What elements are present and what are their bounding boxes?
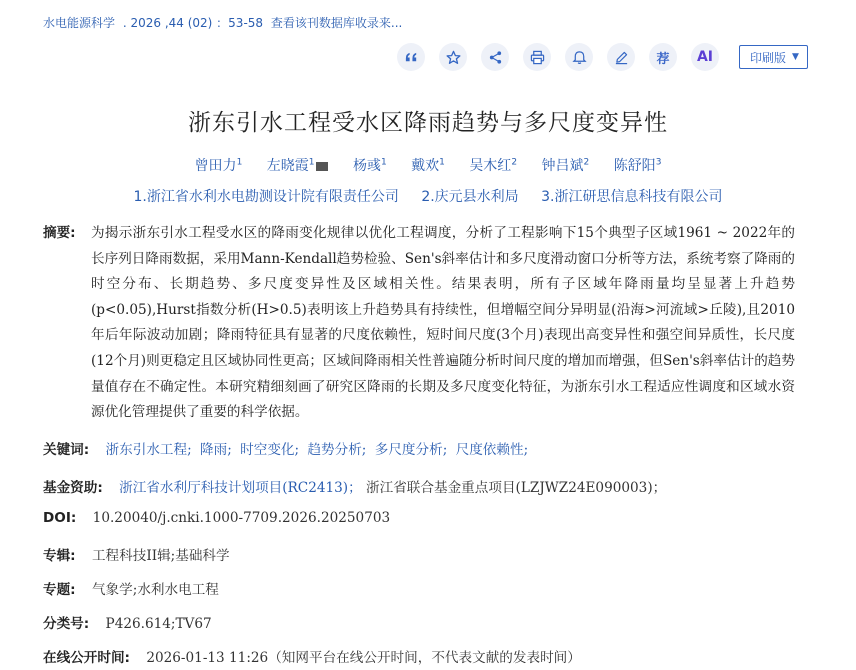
author-link[interactable]: 曾田力$^1$	[194, 157, 243, 174]
keyword-link[interactable]: 多尺度分析;	[374, 442, 448, 458]
bell-icon[interactable]	[565, 43, 593, 71]
doi-label: DOI:	[43, 510, 77, 526]
print-version-dropdown[interactable]	[739, 45, 808, 69]
share-icon[interactable]	[481, 43, 509, 71]
mail-icon[interactable]	[316, 162, 328, 171]
author-link[interactable]: 陈舒阳$^3$	[613, 157, 662, 174]
topic-row	[43, 578, 219, 598]
keyword-link[interactable]: 趋势分析;	[307, 442, 367, 458]
online-time-row	[43, 646, 581, 666]
author-link[interactable]: 杨彧$^1$	[352, 157, 387, 174]
funding-label: 基金资助:	[43, 480, 103, 496]
topic-value: 气象学;水利水电工程	[91, 582, 219, 598]
affiliation-link[interactable]: 1.浙江省水利水电勘测设计院有限责任公司	[133, 189, 399, 205]
doi-value: 10.20040/j.cnki.1000-7709.2026.20250703	[92, 510, 391, 526]
recommend-button[interactable]: 荐	[649, 43, 677, 71]
abstract-section	[43, 221, 795, 426]
ai-button[interactable]: AI	[691, 43, 719, 71]
affiliation-link[interactable]: 2.庆元县水利局	[421, 189, 519, 205]
journal-link[interactable]: 水电能源科学	[43, 16, 116, 30]
print-version-label: 印刷版	[750, 50, 787, 65]
keyword-link[interactable]: 浙东引水工程;	[105, 442, 192, 458]
affiliation-link[interactable]: 3.浙江研思信息科技有限公司	[541, 189, 723, 205]
author-list	[0, 155, 856, 175]
series-value: 工程科技II辑;基础科学	[91, 548, 230, 564]
series-label: 专辑:	[43, 548, 76, 564]
classification-label: 分类号:	[43, 616, 90, 632]
author-link[interactable]: 吴木红$^2$	[469, 157, 518, 174]
keyword-link[interactable]: 降雨;	[200, 442, 232, 458]
funding-row	[43, 476, 666, 496]
printer-icon[interactable]	[523, 43, 551, 71]
funding-item: 浙江省联合基金重点项目(LZJWZ24E090003)；	[366, 480, 667, 496]
keywords-label: 关键词:	[43, 442, 90, 458]
online-time-value: 2026-01-13 11:26（知网平台在线公开时间，不代表文献的发表时间）	[146, 650, 581, 666]
topic-label: 专题:	[43, 582, 76, 598]
author-link[interactable]: 钟吕斌$^2$	[541, 157, 590, 174]
keywords-row	[43, 438, 532, 458]
source-line	[43, 14, 406, 31]
pencil-icon[interactable]	[607, 43, 635, 71]
series-row	[43, 544, 230, 564]
star-icon[interactable]	[439, 43, 467, 71]
classification-value: P426.614;TV67	[105, 616, 212, 632]
keyword-link[interactable]: 尺度依赖性;	[455, 442, 529, 458]
caret-down-icon: ▼	[792, 52, 799, 62]
affiliation-list	[0, 186, 856, 206]
doi-row	[43, 510, 390, 526]
author-link[interactable]: 戴欢$^1$	[411, 157, 445, 174]
article-title: 浙东引水工程受水区降雨趋势与多尺度变异性	[188, 110, 668, 136]
toolbar	[397, 43, 808, 71]
classification-row	[43, 612, 212, 632]
quote-icon[interactable]	[397, 43, 425, 71]
funding-link[interactable]: 浙江省水利厅科技计划项目(RC2413)；	[119, 480, 362, 496]
abstract-label: 摘要:	[43, 225, 76, 241]
issue-info: . 2026 ,44 (02) ：53-58	[122, 16, 264, 30]
author-link[interactable]: 左晓霞$^1$	[267, 158, 329, 174]
database-link[interactable]: 查看该刊数据库收录来...	[270, 16, 403, 30]
online-time-label: 在线公开时间:	[43, 650, 130, 666]
keyword-link[interactable]: 时空变化;	[240, 442, 300, 458]
abstract-text: 为揭示浙东引水工程受水区的降雨变化规律以优化工程调度，分析了工程影响下15个典型子区域1961 ~ 2022年的长序列日降雨数据，采用Mann-Kendall趋势检验、Sen's斜率估计和多尺度滑动窗口分析等方法，系统考察了降雨的时空分布、长期趋势、多尺度变异性及区域相关性。结果表明，所有子区域年降雨量均呈显著上升趋势(p<0.05),Hurst指数分析(H>0.5)表明该上升趋势具有持续性，但增幅空间分异明显(沿海>河流域>丘陵),且2010年后年际波动加剧；降雨特征具有显著的尺度依赖性，短时间尺度(3个月)表现出高变异性和强空间异质性，长尺度(12个月)则更稳定且区域协同性更高；区域间降雨相关性普遍随分析时间尺度的增加而增强，但Sen's斜率估计的趋势量值存在不确定性。本研究精细刻画了研究区降雨的长期及多尺度变化特征，为浙东引水工程适应性调度和区域水资源优化管理提供了重要的科学依据。	[91, 225, 795, 421]
